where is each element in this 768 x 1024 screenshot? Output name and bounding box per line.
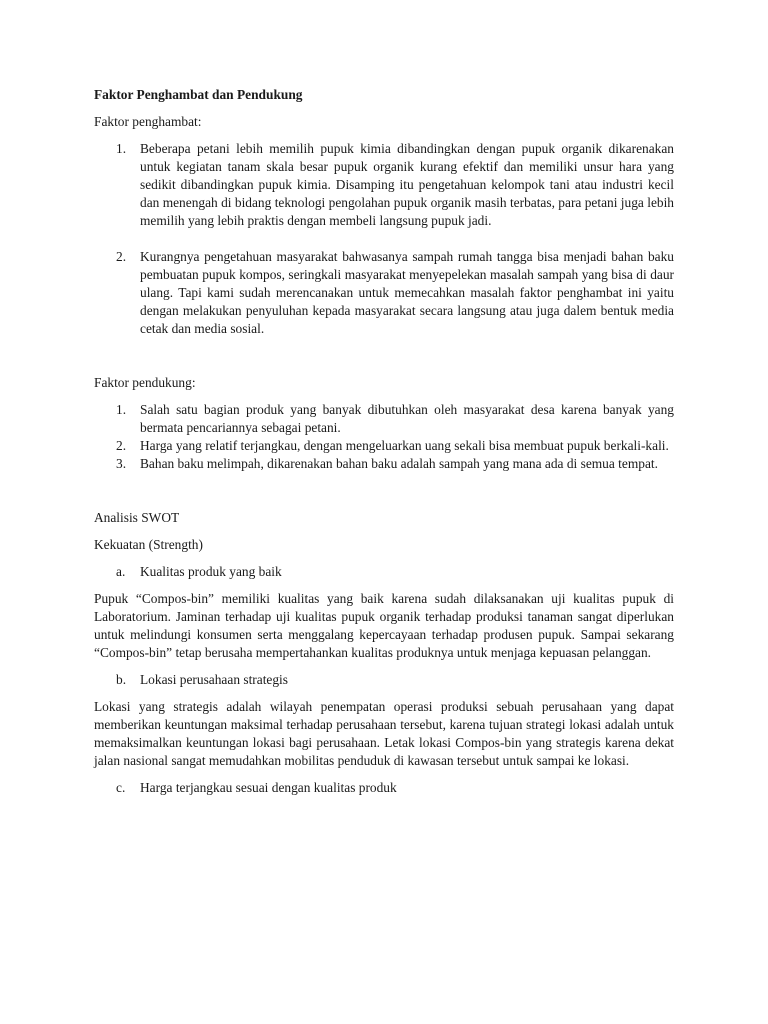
list-marker: a.	[116, 564, 126, 579]
swot-point-title	[94, 779, 674, 797]
list-item	[94, 248, 674, 338]
faktor-pendukung-list	[94, 401, 674, 473]
list-marker: b.	[116, 672, 127, 687]
faktor-penghambat-label: Faktor penghambat:	[94, 114, 202, 129]
faktor-penghambat-list	[94, 140, 674, 338]
list-marker: 3.	[116, 456, 127, 471]
point-title-text: Harga terjangkau sesuai dengan kualitas produk	[140, 780, 397, 795]
list-item	[94, 140, 674, 230]
list-marker: c.	[116, 780, 126, 795]
list-item	[94, 455, 674, 473]
swot-point-title	[94, 563, 674, 581]
point-title-text: Kualitas produk yang baik	[140, 564, 282, 579]
list-marker: 2.	[116, 438, 127, 453]
list-marker: 1.	[116, 402, 127, 417]
faktor-pendukung-label: Faktor pendukung:	[94, 375, 196, 390]
swot-point-body: Lokasi yang strategis adalah wilayah penempatan operasi produksi sebuah perusahaan yang dapat memberikan keuntungan maksimal terhadap perusahaan tersebut, karena tujuan strategi lokasi adalah untuk memaksimalkan keuntungan lokasi bagi perusahaan. Letak lokasi Compos-bin yang strategis karena dekat jalan nasional sangat memudahkan mobilitas penduduk di kawasan tersebut untuk sampai ke lokasi.	[94, 699, 674, 768]
document-page	[94, 86, 674, 797]
swot-point-body: Pupuk “Compos-bin” memiliki kualitas yang baik karena sudah dilaksanakan uji kualitas pupuk di Laboratorium. Jaminan terhadap uji kualitas pupuk organik terhadap produksi tanaman sangat diperlukan untuk melindungi konsumen serta menggalang kepercayaan terhadap produsen pupuk. Sampai sekarang “Compos-bin” tetap berusaha mempertahankan kualitas produknya untuk menjaga kepuasan pelanggan.	[94, 591, 674, 660]
list-item-text: Beberapa petani lebih memilih pupuk kimia dibandingkan dengan pupuk organik dikarenakan untuk kegiatan tanam skala besar pupuk organik kurang efektif dan memiliki unsur hara yang sedikit dibandingkan pupuk kimia. Disamping itu pengetahuan kelompok tani atau industri kecil dan menengah di bidang teknologi pengolahan pupuk organik masih terbatas, para petani juga lebih memilih yang lebih praktis dengan membeli langsung pupuk jadi.	[140, 141, 674, 228]
list-marker: 2.	[116, 249, 127, 264]
swot-point-title	[94, 671, 674, 689]
list-marker: 1.	[116, 141, 127, 156]
list-item-text: Bahan baku melimpah, dikarenakan bahan baku adalah sampah yang mana ada di semua tempat.	[140, 456, 658, 471]
section-heading: Faktor Penghambat dan Pendukung	[94, 87, 303, 102]
list-item-text: Kurangnya pengetahuan masyarakat bahwasanya sampah rumah tangga bisa menjadi bahan baku pembuatan pupuk kompos, seringkali masyarakat menyepelekan masalah sampah yang bisa di daur ulang. Tapi kami sudah merencanakan untuk memecahkan masalah faktor penghambat ini yaitu dengan melakukan penyuluhan kepada masyarakat secara langsung atau juga dalem bentuk media cetak dan media sosial.	[140, 249, 674, 336]
strength-label: Kekuatan (Strength)	[94, 537, 203, 552]
swot-title: Analisis SWOT	[94, 510, 180, 525]
list-item-text: Harga yang relatif terjangkau, dengan mengeluarkan uang sekali bisa membuat pupuk berkali-kali.	[140, 438, 669, 453]
list-item-text: Salah satu bagian produk yang banyak dibutuhkan oleh masyarakat desa karena banyak yang bermata pencariannya sebagai petani.	[140, 402, 674, 435]
list-item	[94, 401, 674, 437]
point-title-text: Lokasi perusahaan strategis	[140, 672, 288, 687]
list-item	[94, 437, 674, 455]
